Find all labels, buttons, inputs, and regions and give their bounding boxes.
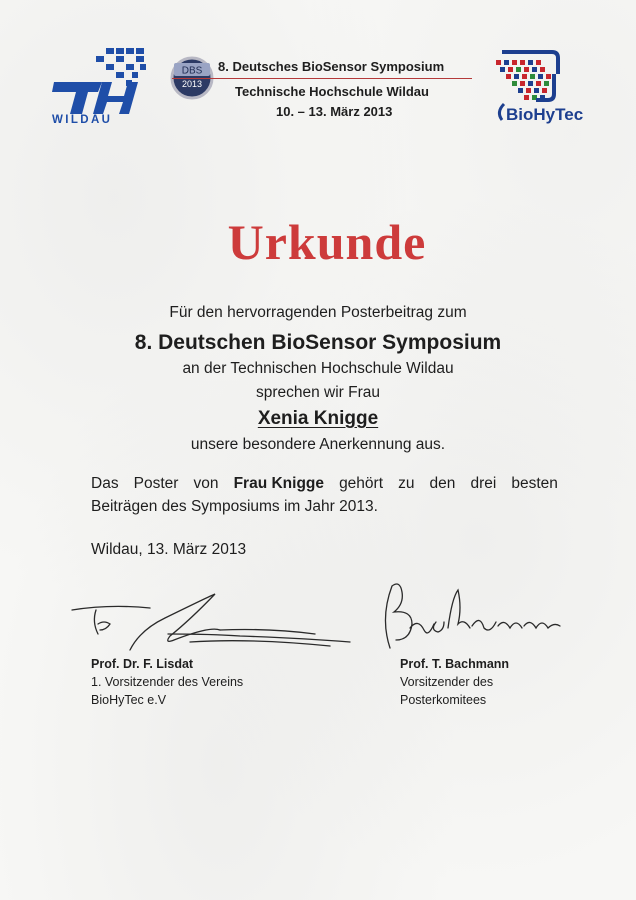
paragraph-word: Das: [91, 475, 119, 492]
paragraph-recipient: Frau Knigge: [233, 475, 324, 492]
signatory-role: 1. Vorsitzender des Vereins: [91, 675, 244, 689]
badge-year-text: 2013: [181, 79, 203, 89]
signatory-role: BioHyTec e.V: [91, 693, 167, 707]
paragraph-word: drei: [470, 475, 497, 492]
header-host-line: Technische Hochschule Wildau: [235, 84, 429, 99]
signatory-name: Prof. Dr. F. Lisdat: [91, 657, 194, 671]
signature-lisdat: [70, 590, 370, 660]
paragraph-line-1: [91, 472, 558, 495]
paragraph-word: gehört: [339, 475, 384, 492]
badge-top-text: DBS: [181, 65, 203, 77]
signatory-bachmann: [400, 655, 509, 709]
intro-line: Für den hervorragenden Posterbeitrag zum: [169, 304, 467, 321]
header-rule: [172, 78, 472, 79]
signatory-role: Posterkomitees: [400, 693, 487, 707]
salutation-line: sprechen wir Frau: [255, 384, 381, 401]
paragraph-word: Poster: [133, 475, 179, 492]
paragraph-word: von: [193, 475, 219, 492]
header-date-line: 10. – 13. März 2013: [276, 104, 393, 119]
award-paragraph: [91, 472, 558, 518]
biohytec-logo: [492, 44, 604, 126]
paragraph-word: den: [429, 475, 456, 492]
paragraph-word: besten: [511, 475, 558, 492]
signatory-name: Prof. T. Bachmann: [400, 657, 510, 671]
paragraph-word: zu: [398, 475, 415, 492]
certificate-title: Urkunde: [227, 214, 427, 270]
wildau-logo-text: WILDAU: [52, 114, 113, 124]
signatory-role: Vorsitzender des: [400, 675, 494, 689]
biohytec-logo-text: BioHyTec: [506, 105, 584, 124]
place-date: Wildau, 13. März 2013: [91, 541, 247, 558]
header-event-line: 8. Deutsches BioSensor Symposium: [218, 59, 445, 74]
recipient-name-text: Xenia Knigge: [257, 408, 379, 429]
paragraph-line-2: Beiträgen des Symposiums im Jahr 2013.: [91, 498, 378, 515]
venue-line: an der Technischen Hochschule Wildau: [182, 360, 454, 377]
recipient-name: [0, 408, 636, 430]
recognition-line: unsere besondere Anerkennung aus.: [190, 436, 446, 453]
event-name: 8. Deutschen BioSensor Symposium: [134, 331, 502, 354]
signature-bachmann: [378, 578, 578, 658]
th-wildau-logo: [50, 44, 150, 124]
signatory-lisdat: [91, 655, 243, 709]
